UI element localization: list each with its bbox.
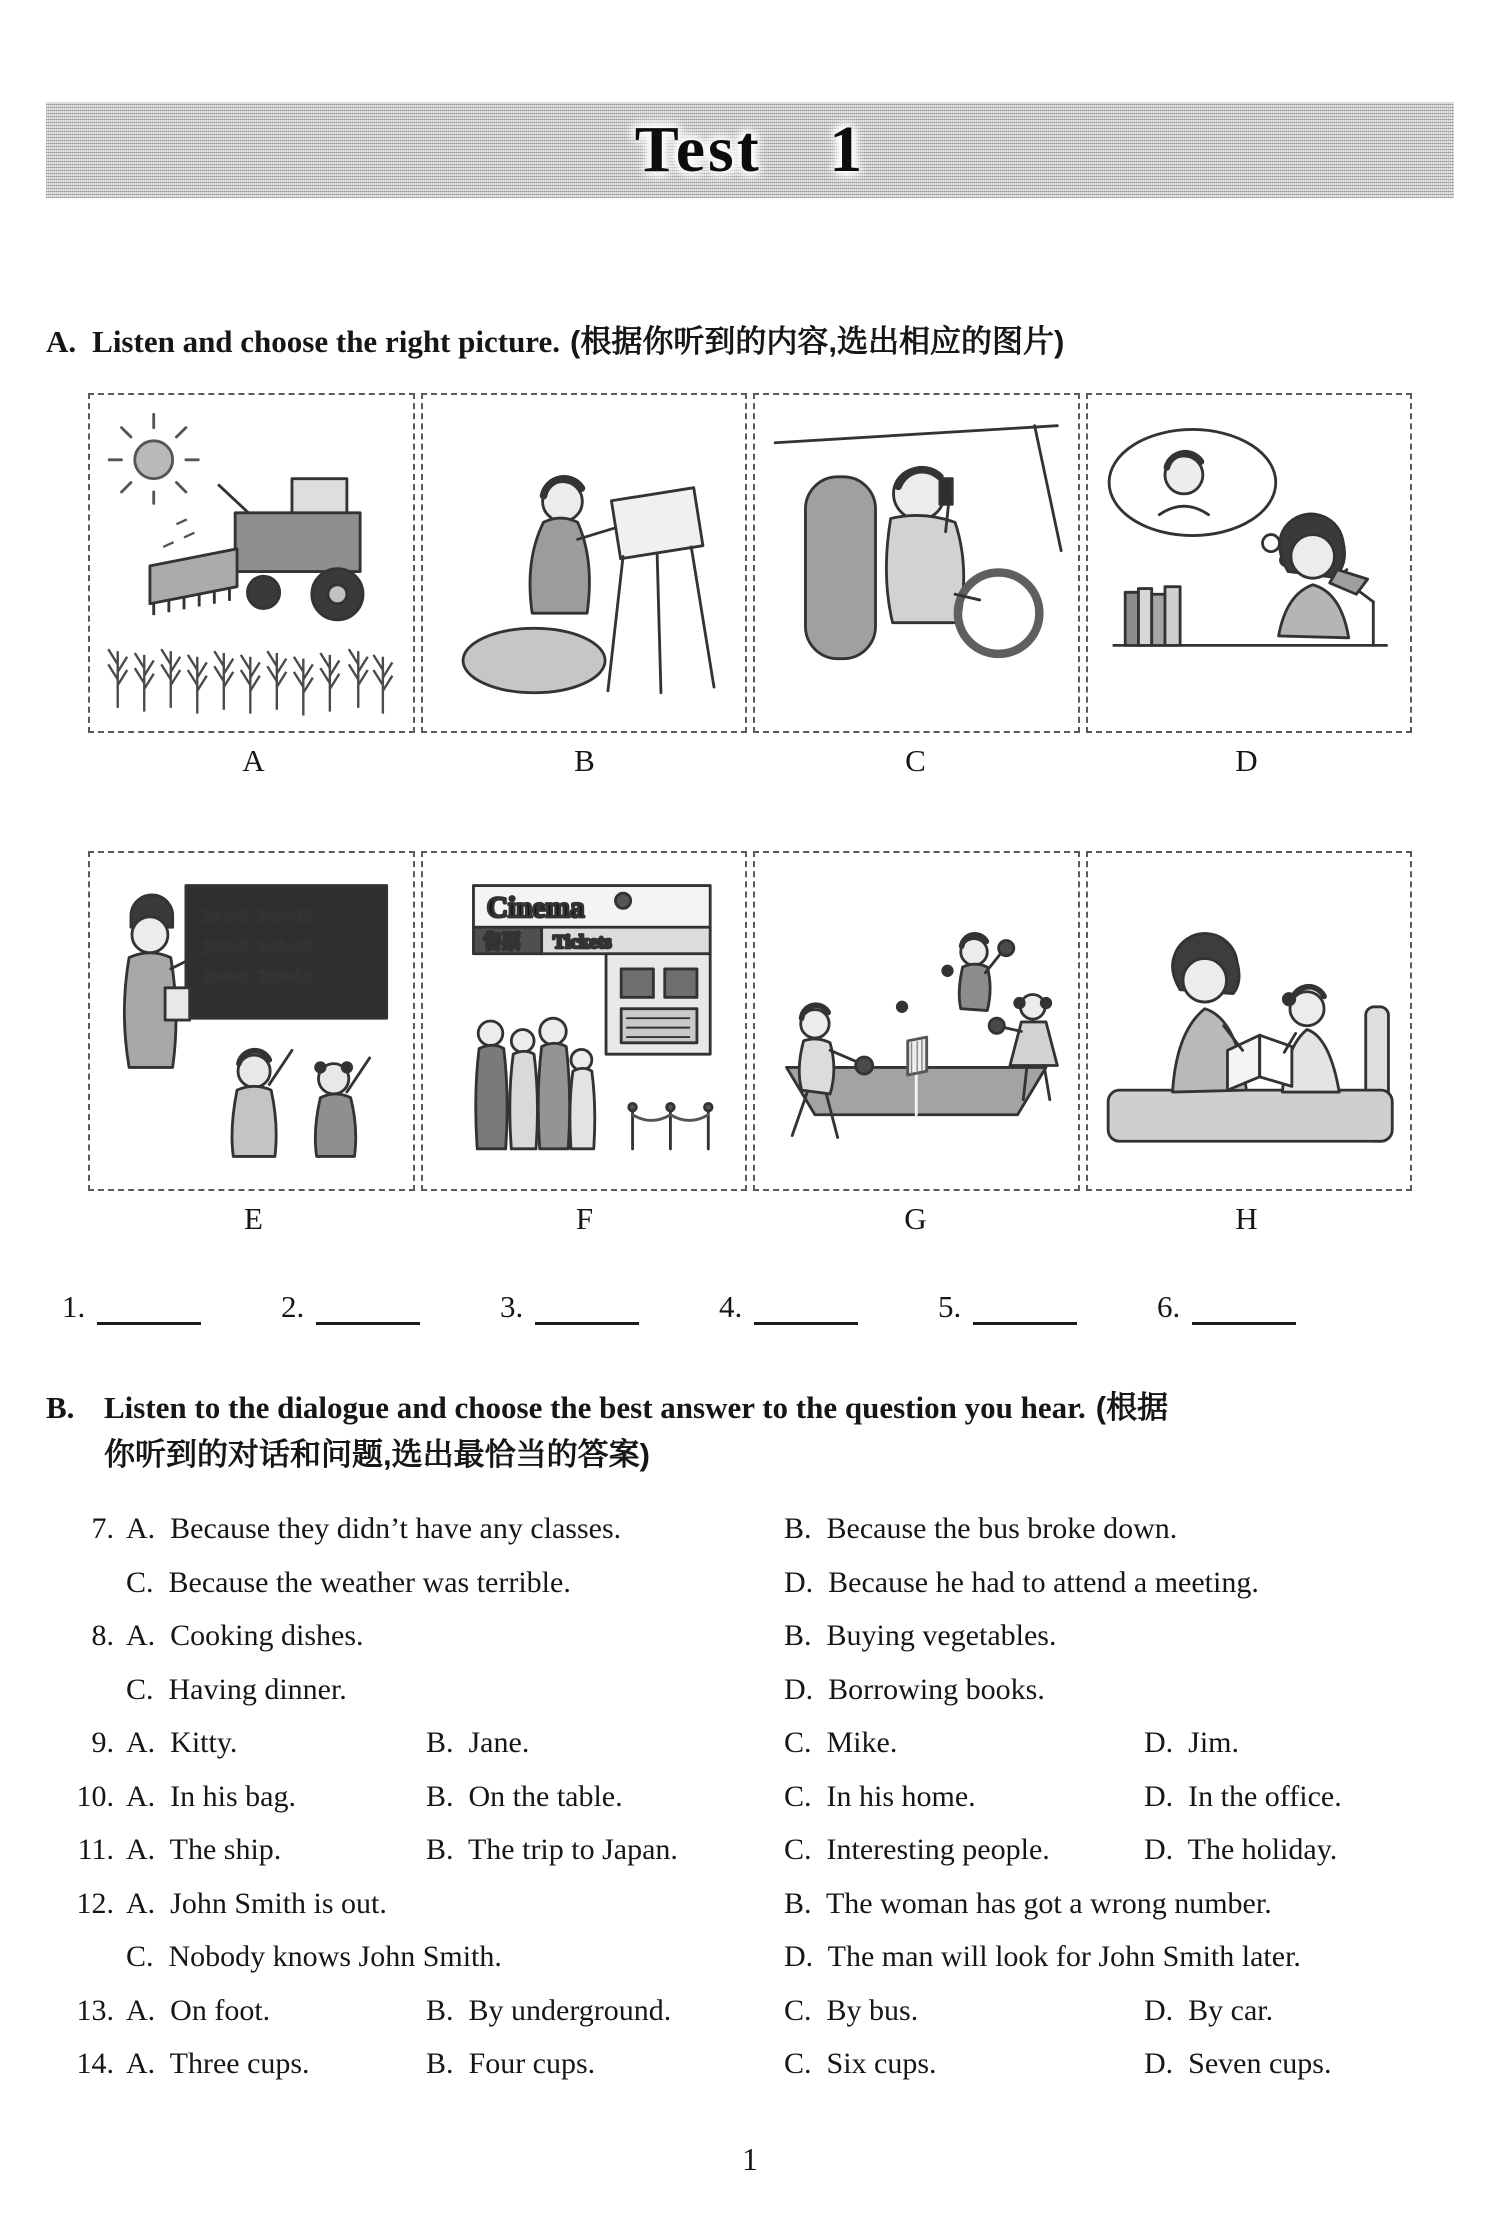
answer-blank-5 [938, 1289, 1157, 1325]
blank-line-4 [754, 1289, 858, 1325]
section-a-heading [46, 316, 1454, 361]
ticket-office-sign-zh: 售票 [482, 931, 521, 954]
q10-option-b: B. On the table. [426, 1779, 623, 1813]
q11-option-b: B. The trip to Japan. [426, 1833, 678, 1866]
q13-option-b: B. By underground. [426, 1993, 672, 2027]
picture-label-f: F [575, 1201, 594, 1236]
blackboard-equations-line2: 2×3=6 2×8=16 [202, 937, 313, 956]
question-8-row-1 [62, 1617, 1500, 1655]
section-a-title-en: Listen and choose the right picture. [92, 324, 561, 359]
q7-option-c: C. Because the weather was terrible. [126, 1565, 571, 1599]
picture-cell-a [88, 393, 415, 733]
question-14-row [62, 2045, 1500, 2083]
q8-option-a: A. Cooking dishes. [126, 1619, 364, 1652]
question-10-number: 10. [76, 1779, 114, 1813]
q7-option-d: D. Because he had to attend a meeting. [784, 1565, 1259, 1599]
cinema-sign-text: Cinema [486, 891, 585, 924]
question-11-row [62, 1831, 1500, 1869]
picture-label-a: A [242, 743, 265, 778]
q9-option-a: A. Kitty. [126, 1726, 238, 1759]
blank-number-6: 6. [1157, 1289, 1181, 1324]
question-13-row [62, 1992, 1500, 2030]
answer-blanks-row [62, 1289, 1500, 1325]
section-b-title-zh-open: (根据 [1095, 1390, 1169, 1425]
q13-option-d: D. By car. [1144, 1993, 1274, 2027]
blank-line-1 [97, 1289, 201, 1325]
blank-line-6 [1192, 1289, 1296, 1325]
section-b-title [104, 1385, 1454, 1478]
page-number: 1 [742, 2141, 758, 2177]
question-12-number: 12. [76, 1886, 114, 1920]
table-tennis-illustration [760, 858, 1073, 1184]
blank-number-4: 4. [719, 1289, 743, 1324]
question-8-number: 8. [91, 1619, 114, 1652]
answer-blank-1 [62, 1289, 281, 1325]
picture-cell-h [1086, 851, 1413, 1191]
answer-blank-2 [281, 1289, 500, 1325]
question-12-row-2 [62, 1938, 1500, 1976]
q10-option-d: D. In the office. [1144, 1779, 1342, 1813]
woman-thinking-of-boy-illustration [1093, 400, 1406, 726]
picture-cell-g [753, 851, 1080, 1191]
q14-option-a: A. Three cups. [126, 2047, 310, 2080]
question-9-number: 9. [91, 1726, 114, 1759]
driver-talking-on-phone-illustration [760, 400, 1073, 726]
question-list [62, 1510, 1500, 2083]
blank-line-2 [316, 1289, 420, 1325]
q12-option-c: C. Nobody knows John Smith. [126, 1940, 502, 1973]
q11-option-c: C. Interesting people. [784, 1833, 1050, 1866]
question-7-number: 7. [91, 1512, 114, 1545]
picture-grid-row-1 [88, 393, 1412, 733]
section-b-label: B. [46, 1390, 75, 1425]
q14-option-b: B. Four cups. [426, 2047, 596, 2080]
q9-option-b: B. Jane. [426, 1726, 530, 1759]
question-8-row-2 [62, 1671, 1500, 1709]
picture-cell-b [421, 393, 748, 733]
q8-option-b: B. Buying vegetables. [784, 1619, 1057, 1652]
ticket-office-sign-en: Tickets [552, 932, 612, 954]
q9-option-d: D. Jim. [1144, 1726, 1240, 1759]
picture-grid-row-2 [88, 851, 1412, 1191]
q8-option-d: D. Borrowing books. [784, 1672, 1045, 1706]
answer-blank-6 [1157, 1289, 1376, 1325]
section-b-title-en: Listen to the dialogue and choose the best answer to the question you hear. [104, 1390, 1086, 1425]
picture-label-h: H [1235, 1201, 1258, 1236]
q14-option-d: D. Seven cups. [1144, 2047, 1332, 2080]
blank-number-1: 1. [62, 1289, 86, 1324]
mother-child-reading-illustration [1093, 858, 1406, 1184]
q9-option-c: C. Mike. [784, 1726, 898, 1759]
q12-option-b: B. The woman has got a wrong number. [784, 1886, 1272, 1920]
picture-cell-c [753, 393, 1080, 733]
section-a-label: A. [46, 324, 77, 359]
blackboard-equations-line1: 2×1=2 2×6=12 [202, 907, 313, 926]
outdoor-painting-illustration [428, 400, 741, 726]
question-12-row-1 [62, 1885, 1500, 1923]
blank-number-5: 5. [938, 1289, 962, 1324]
page-title: Test 1 [634, 113, 866, 186]
picture-labels-row-1 [88, 743, 1412, 779]
blackboard-equations-line3: 2×4=8 2×9=18 [202, 968, 313, 987]
q8-option-c: C. Having dinner. [126, 1672, 347, 1706]
question-14-number: 14. [76, 2047, 114, 2080]
section-b-heading [46, 1385, 1454, 1478]
q11-option-d: D. The holiday. [1144, 1833, 1338, 1866]
q12-option-d: D. The man will look for John Smith later. [784, 1940, 1301, 1973]
blank-number-2: 2. [281, 1289, 305, 1324]
q12-option-a: A. John Smith is out. [126, 1886, 387, 1920]
picture-label-b: B [574, 743, 595, 778]
picture-cell-d [1086, 393, 1413, 733]
q7-option-a: A. Because they didn’t have any classes. [126, 1512, 622, 1545]
combine-harvester-field-illustration [95, 400, 408, 726]
picture-label-g: G [904, 1201, 927, 1236]
answer-blank-3 [500, 1289, 719, 1325]
answer-blank-4 [719, 1289, 938, 1325]
picture-label-d: D [1235, 743, 1258, 778]
blank-number-3: 3. [500, 1289, 524, 1324]
question-7-row-1 [62, 1510, 1500, 1548]
picture-label-e: E [244, 1201, 263, 1236]
test-title-banner [46, 102, 1454, 198]
blank-line-5 [973, 1289, 1077, 1325]
q11-option-a: A. The ship. [126, 1833, 282, 1866]
question-10-row [62, 1778, 1500, 1816]
q7-option-b: B. Because the bus broke down. [784, 1512, 1178, 1545]
question-11-number: 11. [77, 1833, 114, 1866]
section-a-title-zh: (根据你听到的内容,选出相应的图片) [570, 324, 1065, 359]
question-9-row [62, 1724, 1500, 1762]
q13-option-c: C. By bus. [784, 1993, 919, 2027]
picture-cell-f [421, 851, 748, 1191]
picture-label-c: C [905, 743, 926, 778]
question-13-number: 13. [76, 1993, 114, 2027]
section-b-title-zh-line2: 你听到的对话和问题,选出最恰当的答案) [104, 1436, 650, 1472]
q13-option-a: A. On foot. [126, 1993, 271, 2027]
blank-line-3 [535, 1289, 639, 1325]
q10-option-a: A. In his bag. [126, 1779, 296, 1813]
question-7-row-2 [62, 1564, 1500, 1602]
q10-option-c: C. In his home. [784, 1779, 976, 1813]
q14-option-c: C. Six cups. [784, 2047, 937, 2080]
cinema-ticket-queue-illustration [428, 858, 741, 1184]
picture-cell-e [88, 851, 415, 1191]
picture-labels-row-2 [88, 1201, 1412, 1237]
classroom-blackboard-illustration [95, 858, 408, 1184]
